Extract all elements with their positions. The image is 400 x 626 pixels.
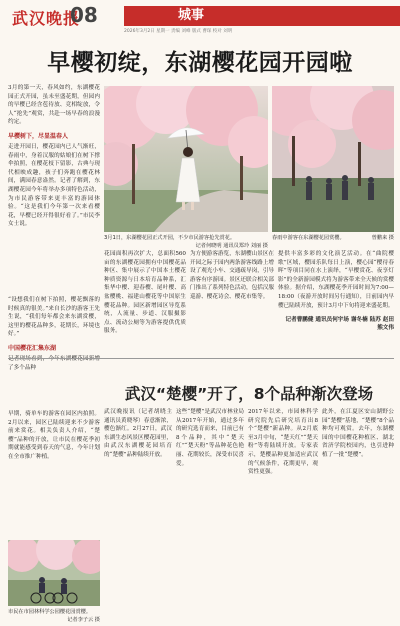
article1-subhead-2: 中国樱花汇集东湖: [8, 344, 57, 352]
photo2-credit: 曾鹏来 摄: [371, 235, 394, 241]
article2-col-c: 早期，骑单车的游客在园区内拍照。2月以来，园区已陆续迎来不少游客前来赏花。相关负责人介绍，“楚樱”品种的开放，让市民在樱花季初期就能感受到春天的气息，今年计划在全市推广种植。: [8, 411, 100, 460]
article2-left-column: [8, 410, 100, 462]
photo2-caption-text: 春雨中游客在东湖樱花园赏樱。: [272, 235, 345, 241]
photo1-caption: [104, 234, 268, 250]
article1-body-right-top: “设想我们在树下拍照，樱花飘落的时候真的很美。”来自长沙的游客王先生说，“我们每年都会来东湖赏樱，这里的樱花品种多，花期长，环境也好。”: [8, 297, 100, 338]
article1-column-3: [190, 250, 274, 302]
paper-logo: 武汉晚报: [12, 9, 81, 28]
article1-body-continued: 记者现场看到，今年东湖樱花园新增了多个品种: [8, 355, 100, 371]
article1-column-4: [278, 250, 394, 331]
photo1-credit: 记者何晓明 通讯员郑玲 刘丽 摄: [195, 243, 268, 249]
photo3-caption-text: 市民在市园林科学公园樱花园赏樱。: [8, 609, 92, 615]
article2-headline: 武汉“楚樱”开了，8个品种渐次登场: [124, 385, 374, 403]
article2-col-d: 此外，在江夏区安山湖野公园“楚樱”基地，“楚樱”8个品种均可观赏。去年，东湖樱园的中国樱花种植区、湖北省济学院校园内，也引进种植了一批“楚樱”。: [322, 409, 394, 458]
photo1-caption-text: 3月1日，东湖樱花园正式开园，不少市民游客抢先赏花。: [104, 235, 236, 241]
masthead-subline: 2026年3月2日 星期一 责编 刘峰 版式 曹琛 校对 刘明: [124, 29, 233, 34]
article1-col3-text: 为方便游客游览，东湖樱山景区在开园之际于园内两条游客线路上增设了观光小车、交通疏导岗，引导游客有序游园。景区还联合相关部门推出了系列特色活动，包括汉服巡游、樱花诗会、樱花市集等。: [190, 251, 274, 300]
article1-left-column: [8, 84, 100, 229]
main-headline: 早樱初绽，东湖樱花园开园啦: [47, 50, 353, 76]
photo3-caption: [8, 608, 100, 624]
article2-column-3: [248, 408, 318, 477]
visitors-photo: [272, 86, 394, 232]
page-number: 08: [70, 3, 98, 27]
article1-lead: 3月的第一天，春风如约，东湖樱花园正式开园，虽未至盛花期，但园内的早樱已经含苞待放、竞相绽放，令人“抢先”观赏，共赴一场早春的浪漫约定。: [8, 85, 100, 126]
article1-byline: 记者曹鹏健 通讯员何宇场 谢冬楠 陆苏 赵田 熊文伟: [285, 317, 394, 332]
article1-left-lower: [8, 296, 100, 372]
article1-body-left: 走进开园日，樱花园内已人气渐旺，春雨中，身着汉服的姑娘们在树下撑伞拍照，在樱花枝下留影，古典与现代相映成趣，孩子们奔跑在樱花林间，满园春意盎然。记者了解到，东湖樱花园今年将举办多项特色活动，为市民游客带来更丰富的游园体验。“这是我们今年第一次来看樱花，早樱已经开得很好看了。”市民李女士说。: [8, 143, 100, 228]
article1-column-2: [104, 250, 186, 336]
cherry-blossom-photo: [104, 86, 268, 232]
photo3-credit: 记者李子云 摄: [67, 617, 100, 623]
article2-column-2: [176, 408, 244, 468]
section-banner: 城事: [124, 6, 400, 26]
article1-col2-text: 花园面积再次扩大，总面积560亩的东湖樱花园拥有中国樱花品种区、集中展示了中国本土樱花种质资源与日本培育品种系，汇集华中樱、迎春樱、尾叶樱、高盆樱桃、福建山樱花等中国原生樱花品种。园区新增园区导览系统，人流量、步道、汉服摄影点、流动公厕等为游客提供优质服务。: [104, 251, 186, 335]
article2-byline-start: 武汉晚报讯（记者胡晓主 通讯员黄晓琴）春意渐浓，樱色渐红。2月27日，武汉东湖生态风景区樱花园里，由武汉东湖樱花园培育的“楚樱”品种陆续开放。: [104, 409, 172, 458]
article1-col4-text: 提供丰富多彩的文化演艺活动。在“曲院樱歌”区域，樱园乐队每日上演，樱心园“樱待春晖”等项目同在水上演绎，“早樱赏花、夜享灯影”的全新游园模式将为游客带来全天候的赏樱体验。据介绍，东湖樱花季开园时间为7:00—18:00（夜游开放时间另行通知），日前园内早樱已陆续开放，预计3月中下旬将迎来盛花期。: [278, 251, 394, 309]
cyclists-photo: [8, 540, 100, 606]
section-divider: [8, 358, 394, 359]
masthead: [0, 0, 400, 36]
photo2-caption: [272, 234, 394, 242]
article2-column-1: [104, 408, 172, 460]
article2-col-b: 2017年以来，市园林科学研究院先后研究培育出8个“楚樱”新品种。从2月底至3月中旬，“楚天红”“楚天粉”等将陆续开放。专家表示，楚樱品种更加适应武汉的气候条件，花期更早，观赏性更强。: [248, 409, 318, 476]
article2-column-4: [322, 408, 394, 460]
article2-col-a: 这些“楚樱”是武汉市林业局从2017年开始，通过多年的研究选育而来，目前已有8个品种，其中“楚天红”“楚天粉”等品种花色艳丽、花期较长，深受市民喜爱。: [176, 409, 244, 467]
article1-subhead: 早樱树下，尽显温春人: [8, 132, 69, 140]
